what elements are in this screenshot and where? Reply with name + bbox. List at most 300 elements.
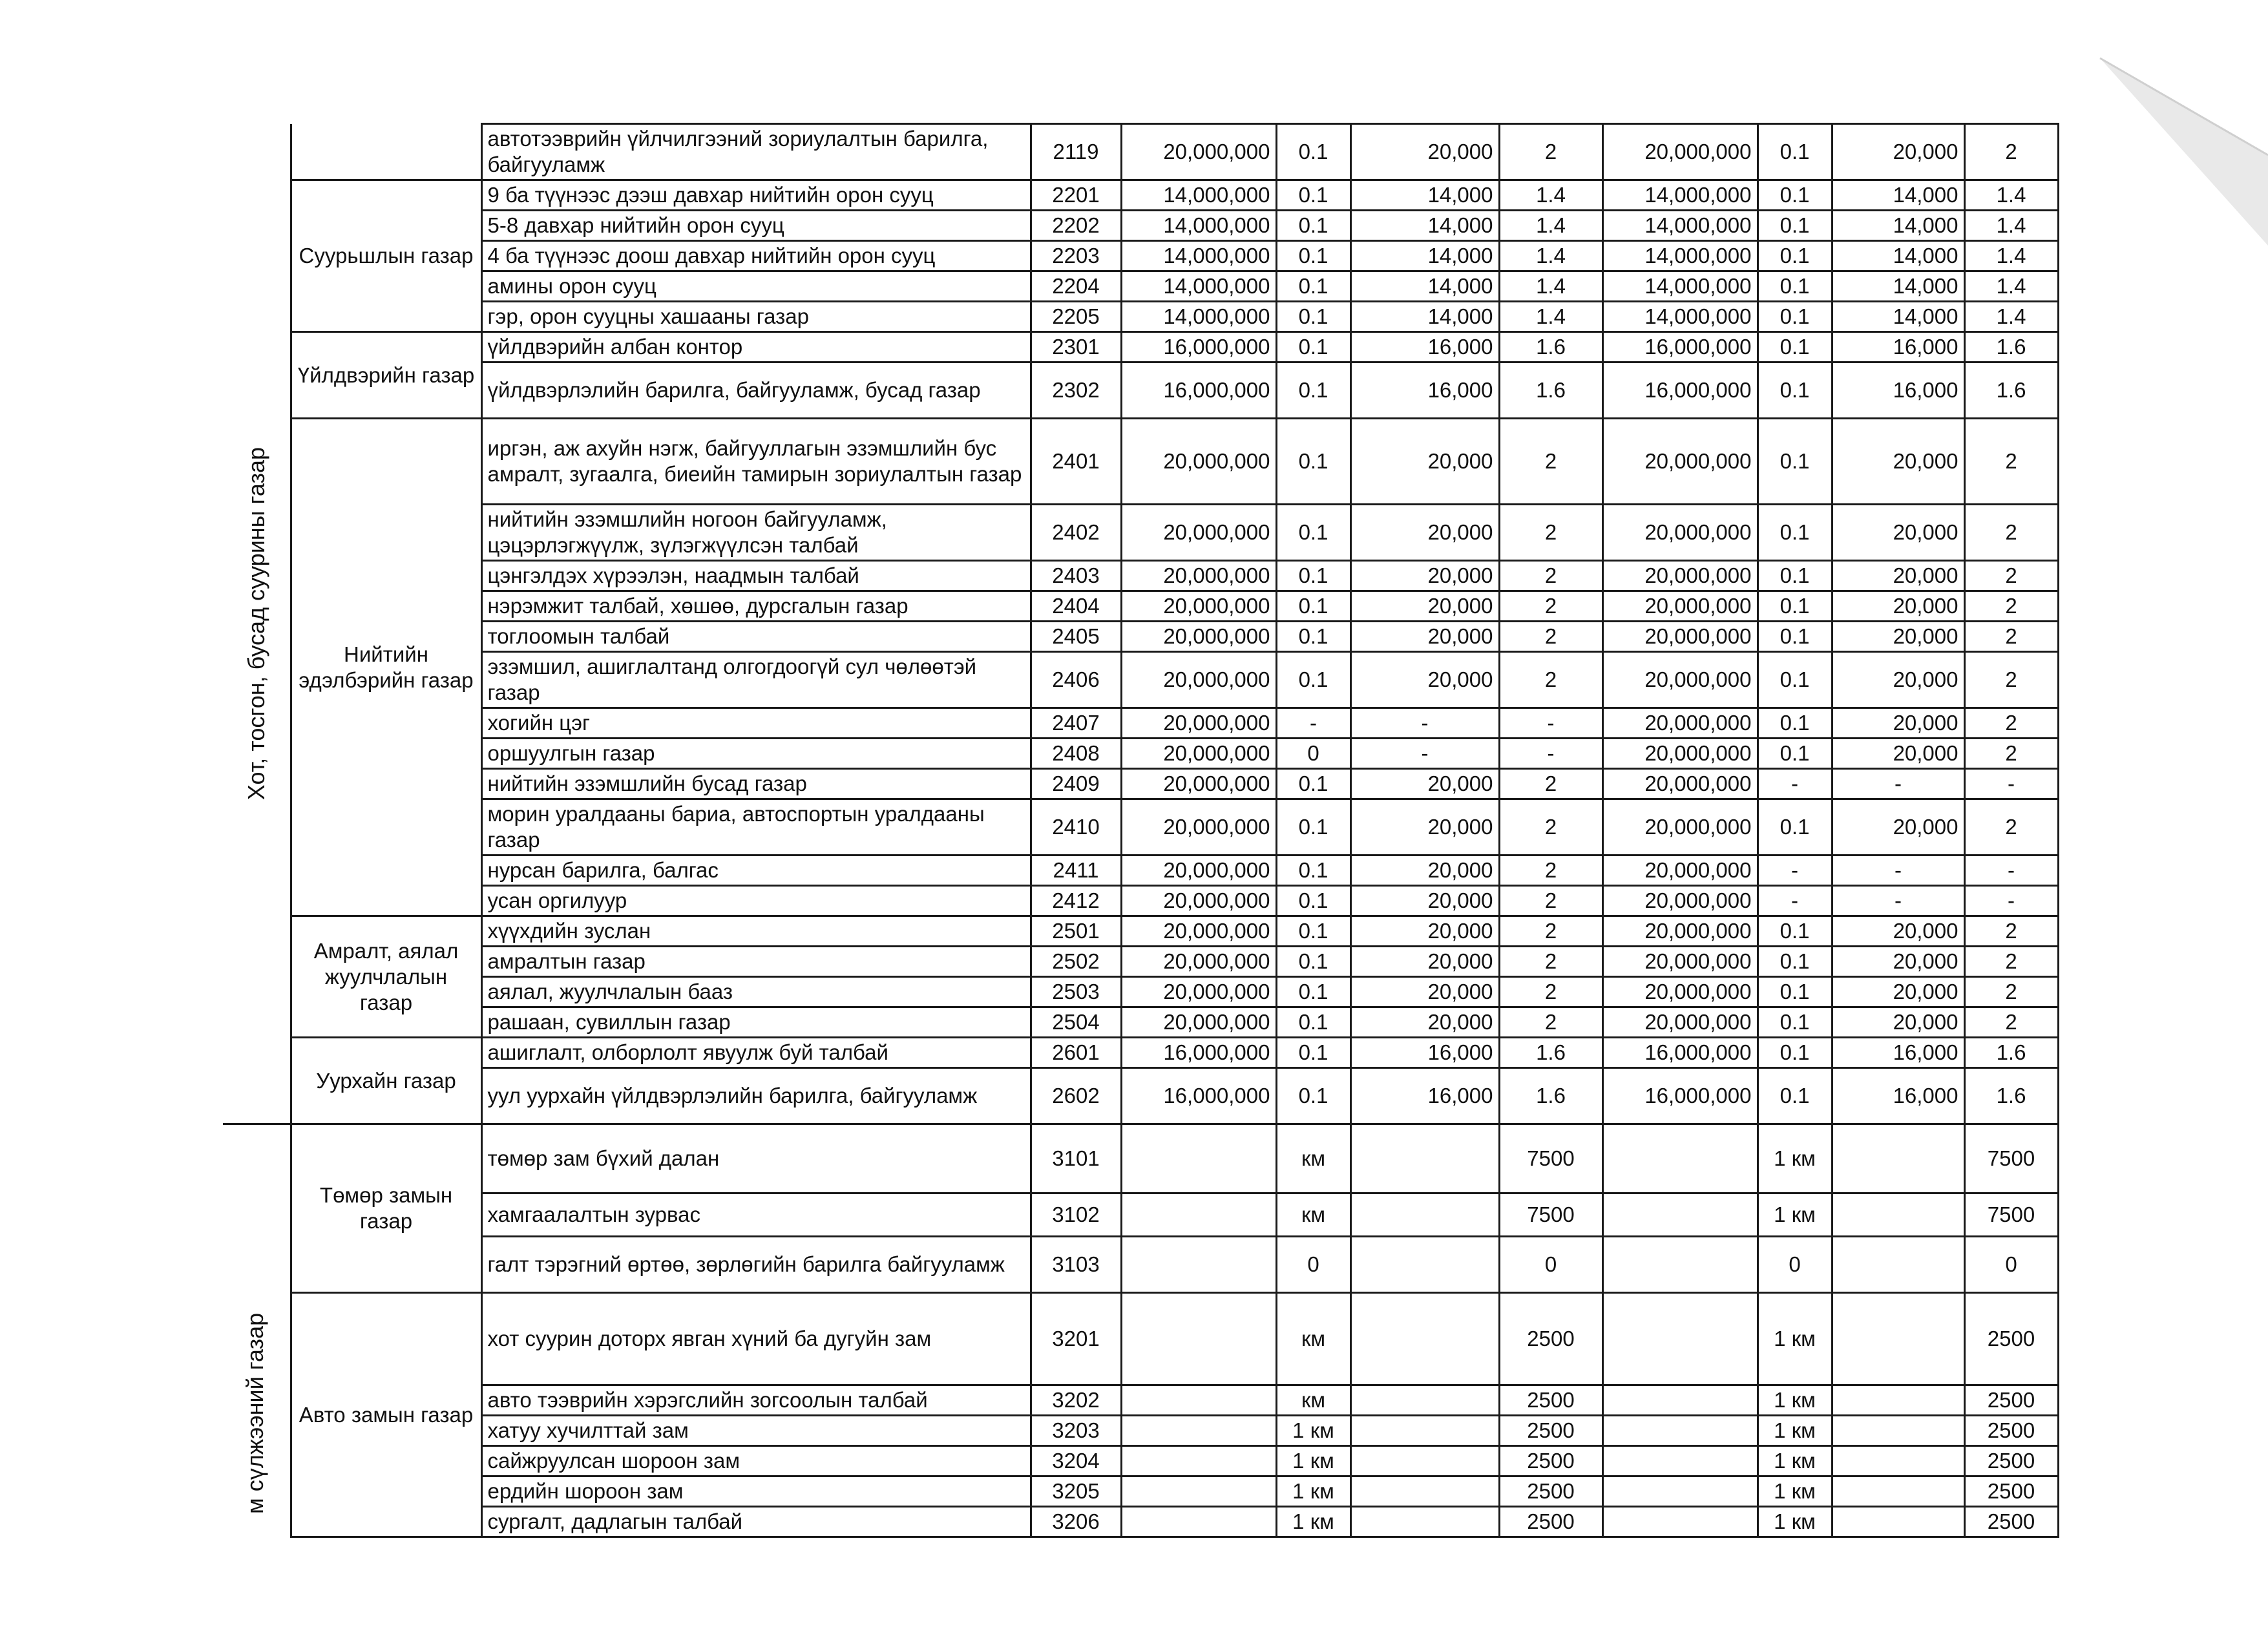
group-railway: Төмөр замын газар <box>291 1124 481 1293</box>
table-row <box>223 505 2058 561</box>
value-cell <box>1832 1193 1964 1237</box>
land-code: 2404 <box>1031 591 1121 622</box>
value-cell: 20,000 <box>1832 561 1964 591</box>
value-cell: 20,000,000 <box>1121 739 1276 769</box>
value-cell <box>1350 1416 1499 1446</box>
value-cell: 2 <box>1499 799 1602 856</box>
value-cell: 20,000 <box>1350 1007 1499 1038</box>
land-type-name: хатуу хучилттай зам <box>481 1416 1031 1446</box>
value-cell: 0.1 <box>1276 124 1350 180</box>
value-cell: 2500 <box>1499 1385 1602 1416</box>
land-code: 2601 <box>1031 1038 1121 1068</box>
value-cell <box>1350 1293 1499 1385</box>
land-type-name: сайжруулсан шороон зам <box>481 1446 1031 1476</box>
table-row <box>223 362 2058 419</box>
value-cell: 1.4 <box>1499 211 1602 241</box>
value-cell: 0.1 <box>1758 947 1832 977</box>
value-cell: 16,000 <box>1350 1068 1499 1124</box>
value-cell: 1 км <box>1758 1446 1832 1476</box>
value-cell: 20,000,000 <box>1121 856 1276 886</box>
value-cell: - <box>1758 886 1832 916</box>
value-cell: 0.1 <box>1758 241 1832 271</box>
land-type-name: ашиглалт, олборлолт явуулж буй талбай <box>481 1038 1031 1068</box>
value-cell: 0.1 <box>1276 1068 1350 1124</box>
value-cell: 0.1 <box>1758 1068 1832 1124</box>
value-cell: 1.6 <box>1964 1068 2058 1124</box>
value-cell: - <box>1276 708 1350 739</box>
value-cell: 20,000 <box>1350 769 1499 799</box>
value-cell: 0.1 <box>1758 916 1832 947</box>
group-residential: Суурьшлын газар <box>291 180 481 332</box>
table-row <box>223 591 2058 622</box>
value-cell: 0.1 <box>1276 799 1350 856</box>
land-code: 2504 <box>1031 1007 1121 1038</box>
value-cell: 1.6 <box>1964 332 2058 362</box>
table-row <box>223 1007 2058 1038</box>
land-code: 3103 <box>1031 1237 1121 1293</box>
land-type-name: эзэмшил, ашиглалтанд олгогдоогүй сул чөлөөтэй газар <box>481 652 1031 708</box>
value-cell: 0.1 <box>1758 271 1832 302</box>
value-cell <box>1602 1237 1758 1293</box>
value-cell: 20,000,000 <box>1121 977 1276 1007</box>
value-cell: 2 <box>1499 652 1602 708</box>
land-type-name: амины орон сууц <box>481 271 1031 302</box>
value-cell: 20,000 <box>1350 124 1499 180</box>
land-code: 2401 <box>1031 419 1121 505</box>
land-type-name: нийтийн эзэмшлийн ногоон байгууламж, цэцэрлэгжүүлж, зүлэгжүүлсэн талбай <box>481 505 1031 561</box>
land-type-name: иргэн, аж ахуйн нэгж, байгууллагын эзэмшлийн бус амралт, зугаалга, биеийн тамирын зориулалтын газар <box>481 419 1031 505</box>
value-cell: 20,000,000 <box>1602 977 1758 1007</box>
value-cell: 2500 <box>1964 1293 2058 1385</box>
value-cell: 20,000,000 <box>1121 886 1276 916</box>
value-cell: 0 <box>1499 1237 1602 1293</box>
value-cell: 14,000 <box>1350 302 1499 332</box>
land-type-name: сургалт, дадлагын талбай <box>481 1507 1031 1537</box>
value-cell: 20,000,000 <box>1602 769 1758 799</box>
zone-network-cell <box>223 1124 291 1537</box>
value-cell: 2 <box>1964 708 2058 739</box>
value-cell: 20,000 <box>1350 799 1499 856</box>
land-type-name: нурсан барилга, балгас <box>481 856 1031 886</box>
value-cell: 1.4 <box>1499 241 1602 271</box>
land-code: 2408 <box>1031 739 1121 769</box>
land-type-name: нэрэмжит талбай, хөшөө, дурсгалын газар <box>481 591 1031 622</box>
group-road: Авто замын газар <box>291 1293 481 1537</box>
value-cell: 2 <box>1964 799 2058 856</box>
value-cell: 20,000 <box>1350 916 1499 947</box>
value-cell: 20,000,000 <box>1602 1007 1758 1038</box>
value-cell: 0.1 <box>1276 561 1350 591</box>
value-cell: 0.1 <box>1276 241 1350 271</box>
value-cell: 20,000,000 <box>1121 1007 1276 1038</box>
value-cell: 0.1 <box>1758 180 1832 211</box>
land-fee-table <box>223 123 2059 1538</box>
land-type-name: хогийн цэг <box>481 708 1031 739</box>
value-cell: 0.1 <box>1758 362 1832 419</box>
value-cell: 20,000,000 <box>1121 947 1276 977</box>
land-code: 2201 <box>1031 180 1121 211</box>
value-cell: км <box>1276 1293 1350 1385</box>
value-cell: 16,000,000 <box>1602 332 1758 362</box>
value-cell <box>1832 1385 1964 1416</box>
land-code: 3203 <box>1031 1416 1121 1446</box>
value-cell: 14,000 <box>1350 211 1499 241</box>
value-cell: 0.1 <box>1276 856 1350 886</box>
value-cell: 2500 <box>1964 1416 2058 1446</box>
value-cell: 20,000 <box>1832 591 1964 622</box>
value-cell: - <box>1964 856 2058 886</box>
value-cell: 2500 <box>1964 1476 2058 1507</box>
value-cell: 20,000 <box>1350 947 1499 977</box>
land-type-name: төмөр зам бүхий далан <box>481 1124 1031 1193</box>
value-cell: 20,000 <box>1350 856 1499 886</box>
land-code: 3201 <box>1031 1293 1121 1385</box>
value-cell: 1 км <box>1758 1416 1832 1446</box>
value-cell <box>1350 1237 1499 1293</box>
value-cell: 20,000,000 <box>1121 652 1276 708</box>
value-cell: 20,000,000 <box>1121 799 1276 856</box>
value-cell: 0.1 <box>1758 332 1832 362</box>
land-code: 2503 <box>1031 977 1121 1007</box>
value-cell: - <box>1499 708 1602 739</box>
table-row <box>223 1193 2058 1237</box>
value-cell: 0.1 <box>1758 622 1832 652</box>
value-cell: 20,000,000 <box>1602 916 1758 947</box>
table-row <box>223 419 2058 505</box>
value-cell: 20,000,000 <box>1602 652 1758 708</box>
value-cell: 14,000,000 <box>1602 302 1758 332</box>
value-cell: 2 <box>1964 591 2058 622</box>
value-cell: 1.6 <box>1964 1038 2058 1068</box>
value-cell: 0.1 <box>1276 1007 1350 1038</box>
value-cell: 0.1 <box>1276 622 1350 652</box>
value-cell: 20,000,000 <box>1602 886 1758 916</box>
value-cell <box>1350 1507 1499 1537</box>
land-type-name: цэнгэлдэх хүрээлэн, наадмын талбай <box>481 561 1031 591</box>
value-cell: - <box>1350 739 1499 769</box>
land-type-name: тоглоомын талбай <box>481 622 1031 652</box>
value-cell: 1 км <box>1276 1476 1350 1507</box>
value-cell: 1 км <box>1758 1385 1832 1416</box>
value-cell <box>1602 1124 1758 1193</box>
value-cell: 0.1 <box>1276 652 1350 708</box>
value-cell: 0.1 <box>1758 591 1832 622</box>
value-cell: 20,000,000 <box>1602 505 1758 561</box>
table-row <box>223 1038 2058 1068</box>
value-cell: 14,000,000 <box>1602 211 1758 241</box>
land-type-name: рашаан, сувиллын газар <box>481 1007 1031 1038</box>
group-industrial: Үйлдвэрийн газар <box>291 332 481 419</box>
value-cell <box>1832 1446 1964 1476</box>
table-row <box>223 211 2058 241</box>
land-code: 2410 <box>1031 799 1121 856</box>
value-cell: 20,000 <box>1832 622 1964 652</box>
value-cell <box>1832 1293 1964 1385</box>
value-cell: 0.1 <box>1758 739 1832 769</box>
land-type-name: морин уралдааны бариа, автоспортын уралдааны газар <box>481 799 1031 856</box>
value-cell: 16,000 <box>1832 362 1964 419</box>
value-cell: 0.1 <box>1276 211 1350 241</box>
table-row <box>223 1237 2058 1293</box>
group-recreation-tourism: Амралт, аялал жуулчлалын газар <box>291 916 481 1038</box>
value-cell: 1 км <box>1276 1416 1350 1446</box>
value-cell: 0.1 <box>1276 886 1350 916</box>
value-cell: 0.1 <box>1276 505 1350 561</box>
value-cell: 16,000 <box>1350 362 1499 419</box>
value-cell: 7500 <box>1964 1193 2058 1237</box>
value-cell: 14,000 <box>1832 241 1964 271</box>
value-cell: 0.1 <box>1276 977 1350 1007</box>
table-row <box>223 302 2058 332</box>
value-cell: - <box>1499 739 1602 769</box>
value-cell: 20,000 <box>1832 1007 1964 1038</box>
land-code: 2407 <box>1031 708 1121 739</box>
value-cell: 2500 <box>1499 1446 1602 1476</box>
value-cell: 2 <box>1964 561 2058 591</box>
value-cell: 2 <box>1499 591 1602 622</box>
value-cell: 1 км <box>1276 1507 1350 1537</box>
value-cell: 20,000 <box>1350 561 1499 591</box>
value-cell <box>1602 1507 1758 1537</box>
value-cell: - <box>1758 856 1832 886</box>
value-cell <box>1602 1385 1758 1416</box>
value-cell: 1 км <box>1758 1293 1832 1385</box>
value-cell: 0.1 <box>1758 708 1832 739</box>
value-cell: 14,000,000 <box>1121 180 1276 211</box>
value-cell: 1 км <box>1758 1507 1832 1537</box>
value-cell: - <box>1832 856 1964 886</box>
land-code: 2405 <box>1031 622 1121 652</box>
value-cell: 2 <box>1964 124 2058 180</box>
land-type-name: хот суурин доторх явган хүний ба дугуйн зам <box>481 1293 1031 1385</box>
value-cell <box>1350 1193 1499 1237</box>
table-row <box>223 271 2058 302</box>
land-code: 2409 <box>1031 769 1121 799</box>
value-cell: 0.1 <box>1758 799 1832 856</box>
value-cell: 0.1 <box>1758 561 1832 591</box>
value-cell: 2 <box>1499 505 1602 561</box>
value-cell: 20,000,000 <box>1602 739 1758 769</box>
value-cell: 0.1 <box>1276 302 1350 332</box>
value-cell: 20,000,000 <box>1602 124 1758 180</box>
land-code: 2406 <box>1031 652 1121 708</box>
value-cell: 7500 <box>1499 1124 1602 1193</box>
land-code: 2301 <box>1031 332 1121 362</box>
value-cell: 1 км <box>1758 1476 1832 1507</box>
zone-urban-label: Хот, тосгон, бусад суурины газар <box>242 446 269 800</box>
value-cell: 0.1 <box>1276 1038 1350 1068</box>
value-cell: 0.1 <box>1276 332 1350 362</box>
value-cell: 0.1 <box>1758 652 1832 708</box>
value-cell: 20,000,000 <box>1121 591 1276 622</box>
value-cell: 2 <box>1499 124 1602 180</box>
land-code: 2205 <box>1031 302 1121 332</box>
value-cell: 2500 <box>1499 1293 1602 1385</box>
value-cell: 16,000 <box>1832 1068 1964 1124</box>
value-cell: 16,000,000 <box>1602 1068 1758 1124</box>
value-cell: 2 <box>1964 916 2058 947</box>
value-cell <box>1121 1476 1276 1507</box>
land-type-name: нийтийн эзэмшлийн бусад газар <box>481 769 1031 799</box>
value-cell: 16,000,000 <box>1121 1068 1276 1124</box>
value-cell: 2 <box>1964 977 2058 1007</box>
value-cell: 14,000 <box>1350 271 1499 302</box>
land-type-name: оршуулгын газар <box>481 739 1031 769</box>
value-cell: 20,000 <box>1350 977 1499 1007</box>
value-cell: 0.1 <box>1758 505 1832 561</box>
value-cell: 2 <box>1499 769 1602 799</box>
value-cell: 2 <box>1499 856 1602 886</box>
land-code: 3206 <box>1031 1507 1121 1537</box>
value-cell: 20,000 <box>1832 799 1964 856</box>
value-cell: 20,000 <box>1832 708 1964 739</box>
table-row <box>223 856 2058 886</box>
value-cell: 20,000 <box>1350 591 1499 622</box>
value-cell: 0.1 <box>1758 211 1832 241</box>
table-row <box>223 916 2058 947</box>
value-cell: - <box>1964 769 2058 799</box>
value-cell: 2500 <box>1964 1446 2058 1476</box>
value-cell: 20,000,000 <box>1602 708 1758 739</box>
value-cell: 20,000,000 <box>1602 419 1758 505</box>
value-cell: 2 <box>1964 739 2058 769</box>
value-cell: 20,000,000 <box>1602 561 1758 591</box>
land-type-name: 5-8 давхар нийтийн орон сууц <box>481 211 1031 241</box>
value-cell <box>1350 1124 1499 1193</box>
value-cell: - <box>1832 886 1964 916</box>
value-cell: 0.1 <box>1758 419 1832 505</box>
value-cell <box>1602 1446 1758 1476</box>
value-cell: 14,000 <box>1832 180 1964 211</box>
value-cell <box>1350 1446 1499 1476</box>
land-code: 2411 <box>1031 856 1121 886</box>
table-row <box>223 947 2058 977</box>
value-cell: 20,000,000 <box>1602 856 1758 886</box>
value-cell: 2500 <box>1499 1476 1602 1507</box>
value-cell <box>1350 1476 1499 1507</box>
land-code: 3102 <box>1031 1193 1121 1237</box>
land-type-name: уул уурхайн үйлдвэрлэлийн барилга, байгууламж <box>481 1068 1031 1124</box>
table-row <box>223 769 2058 799</box>
value-cell: 0.1 <box>1276 362 1350 419</box>
value-cell: 20,000,000 <box>1602 591 1758 622</box>
value-cell: 20,000,000 <box>1121 916 1276 947</box>
zone-network-label: м сүлжээний газар <box>241 1312 268 1514</box>
table-row <box>223 180 2058 211</box>
value-cell: 1.6 <box>1964 362 2058 419</box>
value-cell: 20,000 <box>1832 505 1964 561</box>
value-cell: 16,000 <box>1350 1038 1499 1068</box>
value-cell: 2 <box>1499 419 1602 505</box>
value-cell: 1 км <box>1276 1446 1350 1476</box>
value-cell: 1.4 <box>1964 180 2058 211</box>
value-cell: 0 <box>1964 1237 2058 1293</box>
value-cell: 1.4 <box>1499 302 1602 332</box>
value-cell <box>1121 1446 1276 1476</box>
table-row <box>223 708 2058 739</box>
value-cell <box>1121 1416 1276 1446</box>
land-code: 2302 <box>1031 362 1121 419</box>
value-cell <box>1832 1416 1964 1446</box>
table-row <box>223 1385 2058 1416</box>
value-cell: 20,000,000 <box>1602 622 1758 652</box>
value-cell: 0.1 <box>1758 124 1832 180</box>
value-cell: 1.6 <box>1499 1038 1602 1068</box>
value-cell: 2500 <box>1964 1385 2058 1416</box>
land-type-name: хамгаалалтын зурвас <box>481 1193 1031 1237</box>
value-cell: 0.1 <box>1758 302 1832 332</box>
value-cell: 20,000,000 <box>1121 622 1276 652</box>
land-code: 2202 <box>1031 211 1121 241</box>
value-cell: 14,000 <box>1350 180 1499 211</box>
value-cell: 2 <box>1964 947 2058 977</box>
table-row <box>223 886 2058 916</box>
value-cell: 0.1 <box>1276 591 1350 622</box>
value-cell: 14,000,000 <box>1602 271 1758 302</box>
group-public-use: Нийтийн эдэлбэрийн газар <box>291 419 481 916</box>
land-code: 2403 <box>1031 561 1121 591</box>
land-type-name: хүүхдийн зуслан <box>481 916 1031 947</box>
value-cell: 2 <box>1499 977 1602 1007</box>
land-code: 2119 <box>1031 124 1121 180</box>
value-cell: 20,000,000 <box>1121 769 1276 799</box>
land-code: 2204 <box>1031 271 1121 302</box>
value-cell: 20,000,000 <box>1121 561 1276 591</box>
table-row <box>223 561 2058 591</box>
value-cell: 16,000,000 <box>1121 1038 1276 1068</box>
value-cell: км <box>1276 1193 1350 1237</box>
value-cell: 2500 <box>1499 1507 1602 1537</box>
land-code: 2501 <box>1031 916 1121 947</box>
table-row <box>223 1416 2058 1446</box>
value-cell <box>1602 1476 1758 1507</box>
value-cell: 2 <box>1964 419 2058 505</box>
value-cell: 1.4 <box>1964 211 2058 241</box>
table-row <box>223 332 2058 362</box>
value-cell <box>1602 1293 1758 1385</box>
value-cell: 1.4 <box>1964 271 2058 302</box>
table-row <box>223 1293 2058 1385</box>
value-cell: 1.4 <box>1964 241 2058 271</box>
value-cell: 14,000,000 <box>1121 241 1276 271</box>
value-cell <box>1602 1193 1758 1237</box>
value-cell: 2 <box>1499 1007 1602 1038</box>
table-row <box>223 977 2058 1007</box>
value-cell: 14,000,000 <box>1121 302 1276 332</box>
value-cell: 7500 <box>1499 1193 1602 1237</box>
land-type-name: үйлдвэрийн албан контор <box>481 332 1031 362</box>
value-cell: 20,000,000 <box>1121 708 1276 739</box>
group-cell <box>291 124 481 180</box>
value-cell: 20,000 <box>1350 419 1499 505</box>
value-cell: 20,000 <box>1350 886 1499 916</box>
value-cell: км <box>1276 1385 1350 1416</box>
value-cell: 20,000 <box>1832 124 1964 180</box>
value-cell: 20,000 <box>1350 505 1499 561</box>
value-cell: 2500 <box>1499 1416 1602 1446</box>
value-cell: 1.6 <box>1499 362 1602 419</box>
value-cell: 20,000 <box>1832 419 1964 505</box>
table-row <box>223 622 2058 652</box>
value-cell: 14,000 <box>1832 211 1964 241</box>
value-cell: 2 <box>1499 886 1602 916</box>
value-cell: 16,000 <box>1350 332 1499 362</box>
land-code: 2203 <box>1031 241 1121 271</box>
value-cell: 2 <box>1499 622 1602 652</box>
land-code: 3202 <box>1031 1385 1121 1416</box>
value-cell: 16,000,000 <box>1121 362 1276 419</box>
value-cell: - <box>1350 708 1499 739</box>
